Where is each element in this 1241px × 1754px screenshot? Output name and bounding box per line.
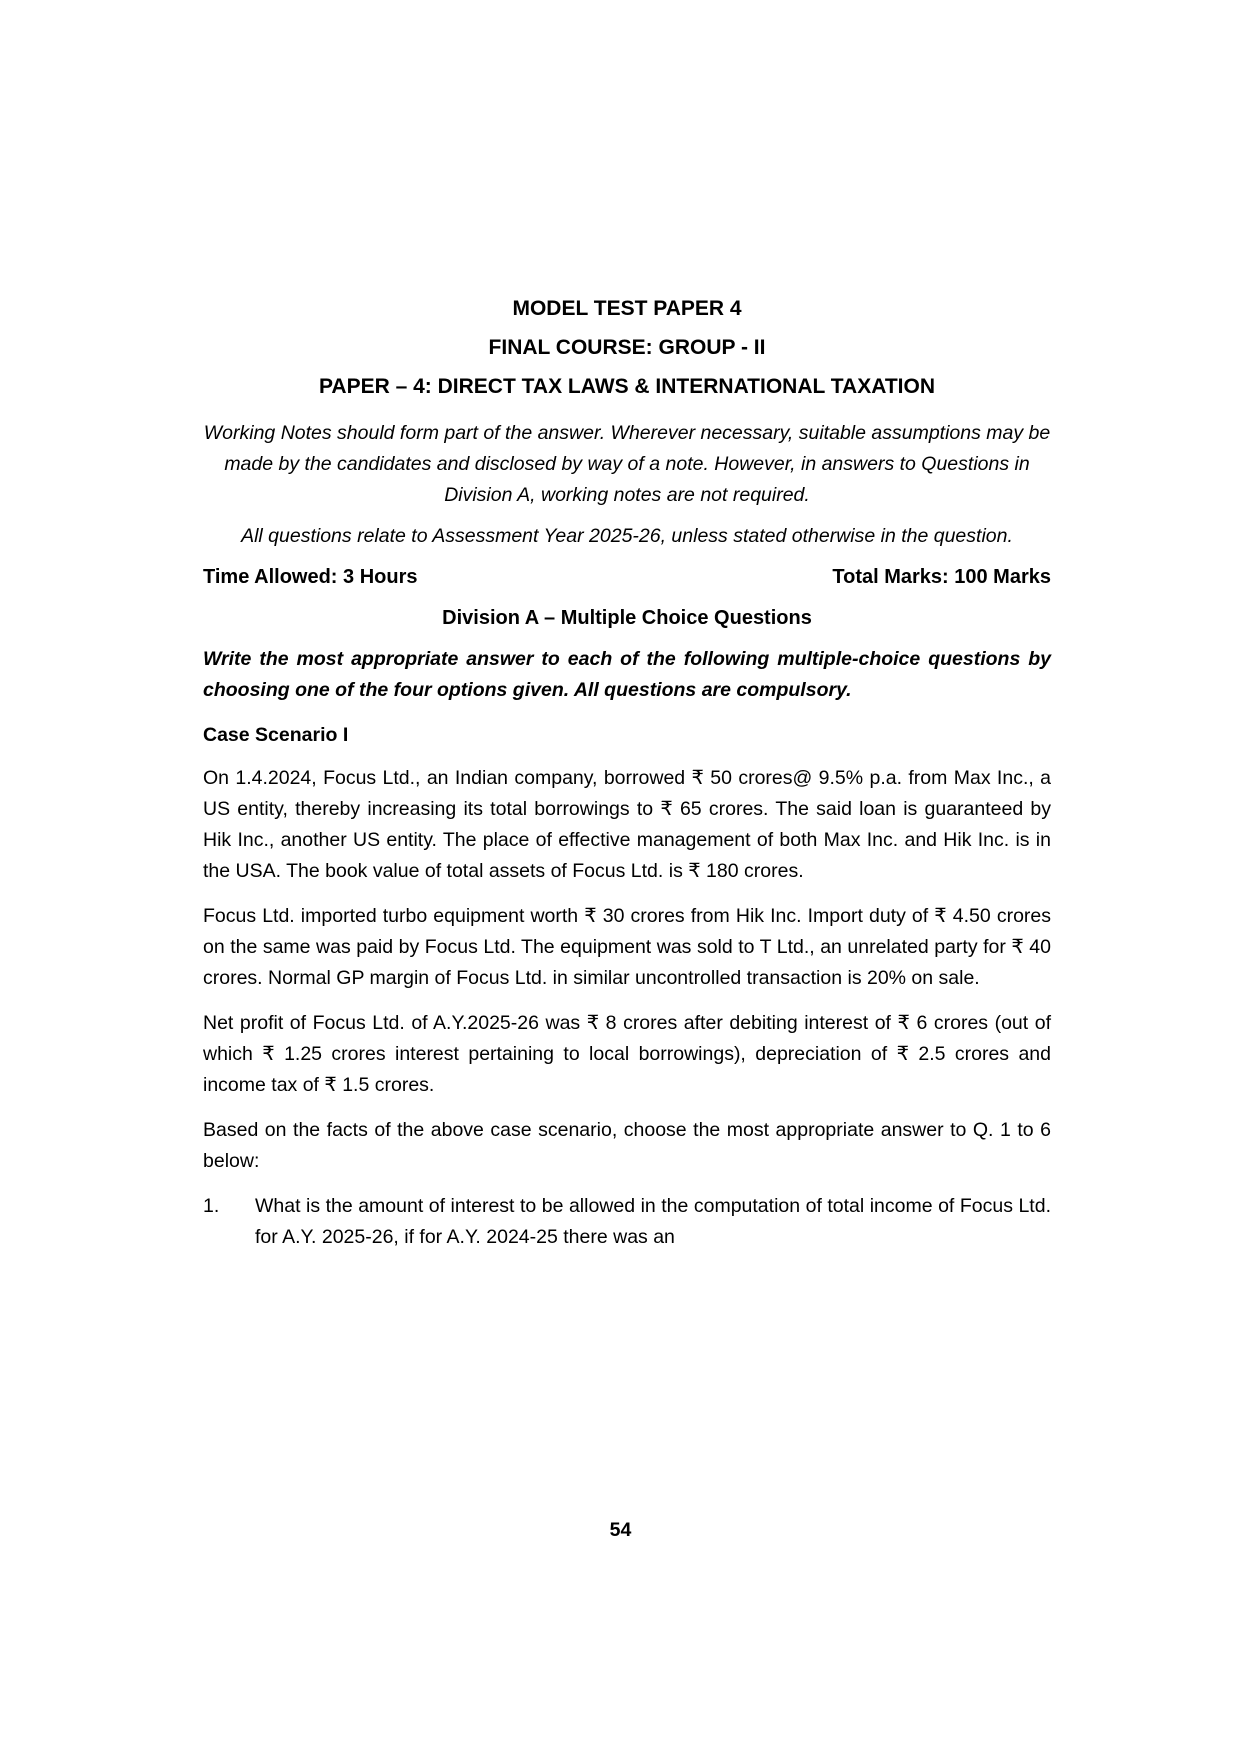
assessment-year-note: All questions relate to Assessment Year 2025-26, unless stated otherwise in the question.	[241, 525, 1013, 547]
working-notes-instruction: Working Notes should form part of the answer. Wherever necessary, suitable assumptions may be made by the candidates and disclosed by way of a note. However, in answers to Questions in Division A, working notes are not required.	[203, 422, 1051, 506]
division-a-heading: Division A – Multiple Choice Questions	[442, 607, 812, 629]
page-number: 54	[609, 1519, 632, 1541]
case-paragraph: Based on the facts of the above case scenario, choose the most appropriate answer to Q. 1 to 6 below:	[203, 1119, 1051, 1172]
time-allowed-label: Time Allowed: 3 Hours	[203, 566, 418, 588]
question-item	[203, 1191, 1051, 1253]
paper-title: PAPER – 4: DIRECT TAX LAWS & INTERNATIONAL TAXATION	[318, 375, 935, 398]
question-text: What is the amount of interest to be allowed in the computation of total income of Focus Ltd. for A.Y. 2025-26, if for A.Y. 2024-25 there was an	[255, 1195, 1051, 1248]
page-content	[203, 292, 1051, 1253]
question-number: 1.	[203, 1195, 220, 1217]
case-paragraph: Focus Ltd. imported turbo equipment worth ₹ 30 crores from Hik Inc. Import duty of ₹ 4.50 crores on the same was paid by Focus Ltd. The equipment was sold to T Ltd., an unrelated party for ₹ 40 crores. Normal GP margin of Focus Ltd. in similar uncontrolled transaction is 20% on sale.	[203, 905, 1051, 989]
exam-meta-row	[203, 562, 1051, 593]
page-title: MODEL TEST PAPER 4	[512, 297, 742, 320]
total-marks-label: Total Marks: 100 Marks	[832, 566, 1051, 588]
mcq-instruction: Write the most appropriate answer to each of the following multiple-choice questions by choosing one of the four options given. All questions are compulsory.	[203, 648, 1051, 701]
case-scenario-heading: Case Scenario I	[203, 724, 349, 746]
case-paragraph: Net profit of Focus Ltd. of A.Y.2025-26 was ₹ 8 crores after debiting interest of ₹ 6 crores (out of which ₹ 1.25 crores interest pertaining to local borrowings), depreciation of ₹ 2.5 crores and income tax of ₹ 1.5 crores.	[203, 1012, 1051, 1096]
course-title: FINAL COURSE: GROUP - II	[488, 336, 766, 359]
case-paragraph: On 1.4.2024, Focus Ltd., an Indian company, borrowed ₹ 50 crores@ 9.5% p.a. from Max Inc., a US entity, thereby increasing its total borrowings to ₹ 65 crores. The said loan is guaranteed by Hik Inc., another US entity. The place of effective management of both Max Inc. and Hik Inc. is in the USA. The book value of total assets of Focus Ltd. is ₹ 180 crores.	[203, 767, 1051, 882]
